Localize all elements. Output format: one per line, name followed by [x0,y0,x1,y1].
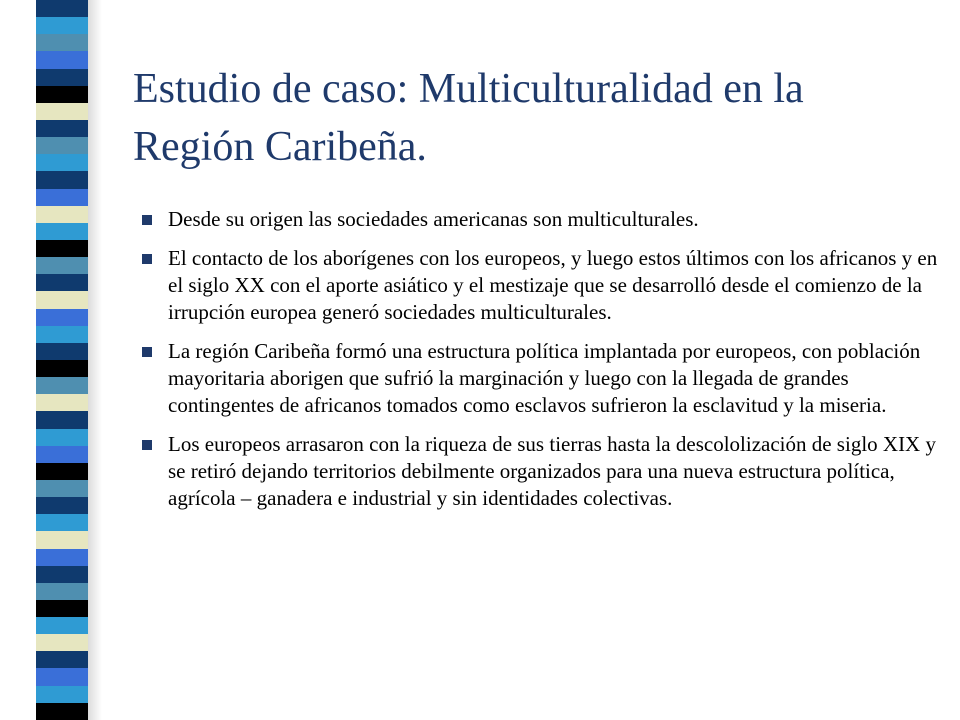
stripe-segment [36,137,88,154]
bullet-item [140,206,940,233]
stripe-segment [36,309,88,326]
stripe-segment [36,206,88,223]
stripe-segment [36,668,88,685]
stripe-segment [36,291,88,308]
stripe-segment [36,583,88,600]
stripe-segment [36,651,88,668]
stripe-segment [36,343,88,360]
stripe-segment [36,257,88,274]
stripe-segment [36,703,88,720]
bullet-list [140,206,940,524]
bullet-text: La región Caribeña formó una estructura política implantada por europeos, con población mayoritaria aborigen que sufrió la marginación y luego con la llegada de grandes contingentes de africanos tomados como esclavos sufrieron la esclavitud y la miseria. [168,339,921,417]
square-bullet-icon [142,440,152,450]
stripe-segment [36,411,88,428]
bullet-item [140,245,940,326]
bullet-text: Los europeos arrasaron con la riqueza de sus tierras hasta la descololización de siglo XIX y se retiró dejando territorios debilmente organizados para una nueva estructura política, agrícola – ganadera e industrial y sin identidades colectivas. [168,432,936,510]
slide-title [133,60,923,176]
stripe-segment [36,531,88,548]
slide-title-line-1: Estudio de caso: Multiculturalidad en la [133,66,804,112]
square-bullet-icon [142,347,152,357]
stripe-segment [36,617,88,634]
stripe-segment [36,394,88,411]
stripe-segment [36,377,88,394]
stripe-segment [36,86,88,103]
stripe-bar-shadow [88,0,102,720]
stripe-segment [36,51,88,68]
bullet-item [140,431,940,512]
stripe-segment [36,497,88,514]
slide-title-line-2: Región Caribeña. [133,124,427,170]
bullet-text: Desde su origen las sociedades americanas son multiculturales. [168,207,699,231]
stripe-segment [36,154,88,171]
stripe-segment [36,17,88,34]
stripe-segment [36,69,88,86]
stripe-segment [36,189,88,206]
stripe-segment [36,326,88,343]
stripe-segment [36,634,88,651]
stripe-segment [36,463,88,480]
stripe-segment [36,34,88,51]
decorative-stripe-bar [36,0,88,720]
stripe-segment [36,480,88,497]
stripe-segment [36,240,88,257]
stripe-segment [36,686,88,703]
stripe-segment [36,429,88,446]
stripe-segment [36,549,88,566]
stripe-segment [36,103,88,120]
stripe-segment [36,446,88,463]
stripe-segment [36,600,88,617]
stripe-segment [36,223,88,240]
bullet-text: El contacto de los aborígenes con los europeos, y luego estos últimos con los africanos y en el siglo XX con el aporte asiático y el mestizaje que se desarrolló desde el comienzo de la irrupción europea generó sociedades multiculturales. [168,246,938,324]
stripe-segment [36,566,88,583]
stripe-segment [36,171,88,188]
stripe-segment [36,274,88,291]
square-bullet-icon [142,254,152,264]
stripe-segment [36,514,88,531]
bullet-item [140,338,940,419]
square-bullet-icon [142,215,152,225]
stripe-segment [36,0,88,17]
stripe-segment [36,120,88,137]
stripe-segment [36,360,88,377]
